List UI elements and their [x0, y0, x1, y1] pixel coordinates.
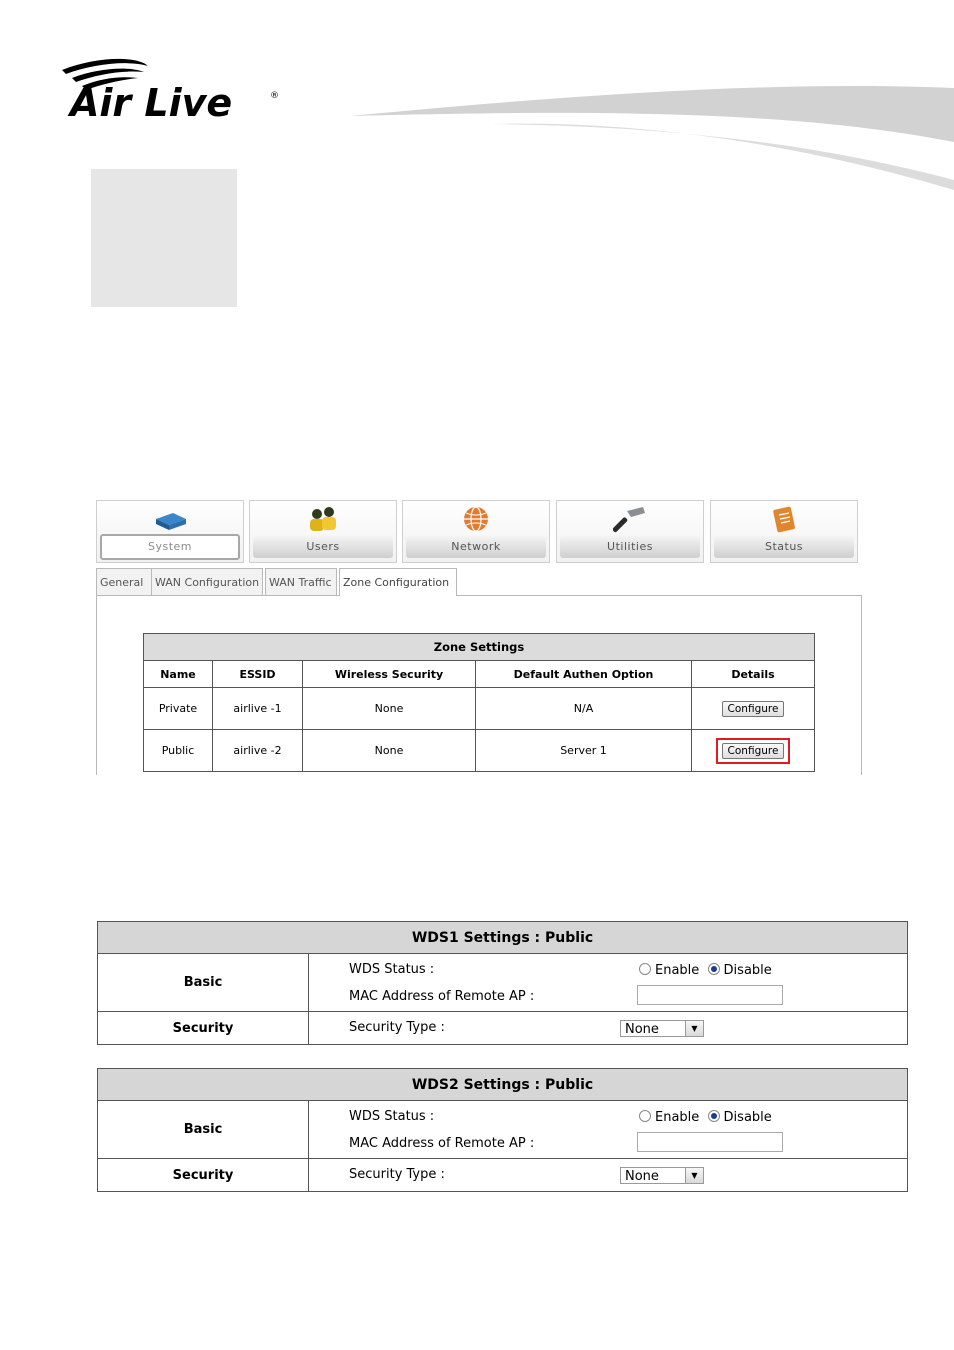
wds1-status-radios	[639, 963, 772, 978]
col-default-authen-option: Default Authen Option	[476, 661, 692, 688]
wds1-settings-table	[97, 921, 908, 1045]
chapter-placeholder-box	[91, 169, 237, 307]
col-wireless-security: Wireless Security	[303, 661, 476, 688]
menu-status-label: Status	[714, 536, 854, 558]
zone-settings-title: Zone Settings	[144, 634, 815, 661]
menu-system-label: System	[100, 534, 240, 560]
menu-utilities-label: Utilities	[560, 536, 700, 558]
configure-private-button[interactable]: Configure	[722, 701, 785, 717]
cell-name: Private	[144, 688, 213, 730]
menu-network-label: Network	[406, 536, 546, 558]
wds2-disable-label: Disable	[723, 1110, 772, 1125]
wds1-security-type-label: Security Type :	[349, 1020, 445, 1035]
cell-essid: airlive -2	[213, 730, 303, 772]
notepad-icon	[767, 505, 801, 533]
menu-network[interactable]	[402, 500, 550, 563]
cell-authen: N/A	[476, 688, 692, 730]
globe-icon	[459, 505, 493, 533]
zone-settings-table	[143, 633, 815, 772]
wds2-basic-label: Basic	[98, 1101, 309, 1159]
wds1-disable-radio[interactable]	[708, 963, 720, 975]
menu-users-label: Users	[253, 536, 393, 558]
wds1-title: WDS1 Settings : Public	[98, 922, 908, 954]
menu-system[interactable]	[96, 500, 244, 563]
chevron-down-icon[interactable]: ▼	[685, 1168, 703, 1183]
sub-tab-bar	[96, 568, 862, 596]
wds1-enable-label: Enable	[655, 963, 700, 978]
wds2-title: WDS2 Settings : Public	[98, 1069, 908, 1101]
wds2-status-radios	[639, 1110, 772, 1125]
wds1-security-label: Security	[98, 1012, 309, 1045]
wds2-disable-radio[interactable]	[708, 1110, 720, 1122]
wds2-enable-label: Enable	[655, 1110, 700, 1125]
wds2-settings-table	[97, 1068, 908, 1192]
wds2-status-label: WDS Status :	[349, 1109, 435, 1124]
wds1-mac-label: MAC Address of Remote AP :	[349, 989, 535, 1004]
col-essid: ESSID	[213, 661, 303, 688]
wds2-mac-input[interactable]	[637, 1132, 783, 1152]
hammer-icon	[613, 505, 647, 533]
wds1-security-type-select[interactable]	[620, 1020, 704, 1037]
menu-users[interactable]	[249, 500, 397, 563]
chevron-down-icon[interactable]: ▼	[685, 1021, 703, 1036]
wds1-security-type-value: None	[625, 1022, 659, 1037]
users-icon	[306, 505, 340, 533]
cell-security: None	[303, 730, 476, 772]
cell-details	[692, 688, 815, 730]
wds2-security-type-value: None	[625, 1169, 659, 1184]
cell-essid: airlive -1	[213, 688, 303, 730]
wds2-enable-radio[interactable]	[639, 1110, 651, 1122]
cell-details	[692, 730, 815, 772]
wds1-disable-label: Disable	[723, 963, 772, 978]
header-swoosh	[340, 80, 954, 195]
wds2-security-type-select[interactable]	[620, 1167, 704, 1184]
tab-zone-configuration[interactable]: Zone Configuration	[339, 568, 457, 596]
highlight-box	[716, 738, 791, 764]
router-icon	[153, 505, 187, 533]
airlive-logo	[58, 58, 283, 124]
table-row	[144, 688, 815, 730]
wds1-basic-label: Basic	[98, 954, 309, 1012]
col-name: Name	[144, 661, 213, 688]
wds1-mac-input[interactable]	[637, 985, 783, 1005]
logo-text: Air Live	[70, 81, 233, 124]
menu-utilities[interactable]	[556, 500, 704, 563]
wds1-enable-radio[interactable]	[639, 963, 651, 975]
wds1-status-label: WDS Status :	[349, 962, 435, 977]
wds2-mac-label: MAC Address of Remote AP :	[349, 1136, 535, 1151]
col-details: Details	[692, 661, 815, 688]
svg-text:®: ®	[270, 91, 279, 101]
table-row	[144, 730, 815, 772]
wds2-security-type-label: Security Type :	[349, 1167, 445, 1182]
cell-authen: Server 1	[476, 730, 692, 772]
tab-general[interactable]: General	[96, 568, 152, 595]
cell-name: Public	[144, 730, 213, 772]
tab-wan-configuration[interactable]: WAN Configuration	[151, 568, 263, 595]
menu-status[interactable]	[710, 500, 858, 563]
cell-security: None	[303, 688, 476, 730]
configure-public-button[interactable]: Configure	[722, 743, 785, 759]
wds2-security-label: Security	[98, 1159, 309, 1192]
tab-wan-traffic[interactable]: WAN Traffic	[265, 568, 337, 595]
